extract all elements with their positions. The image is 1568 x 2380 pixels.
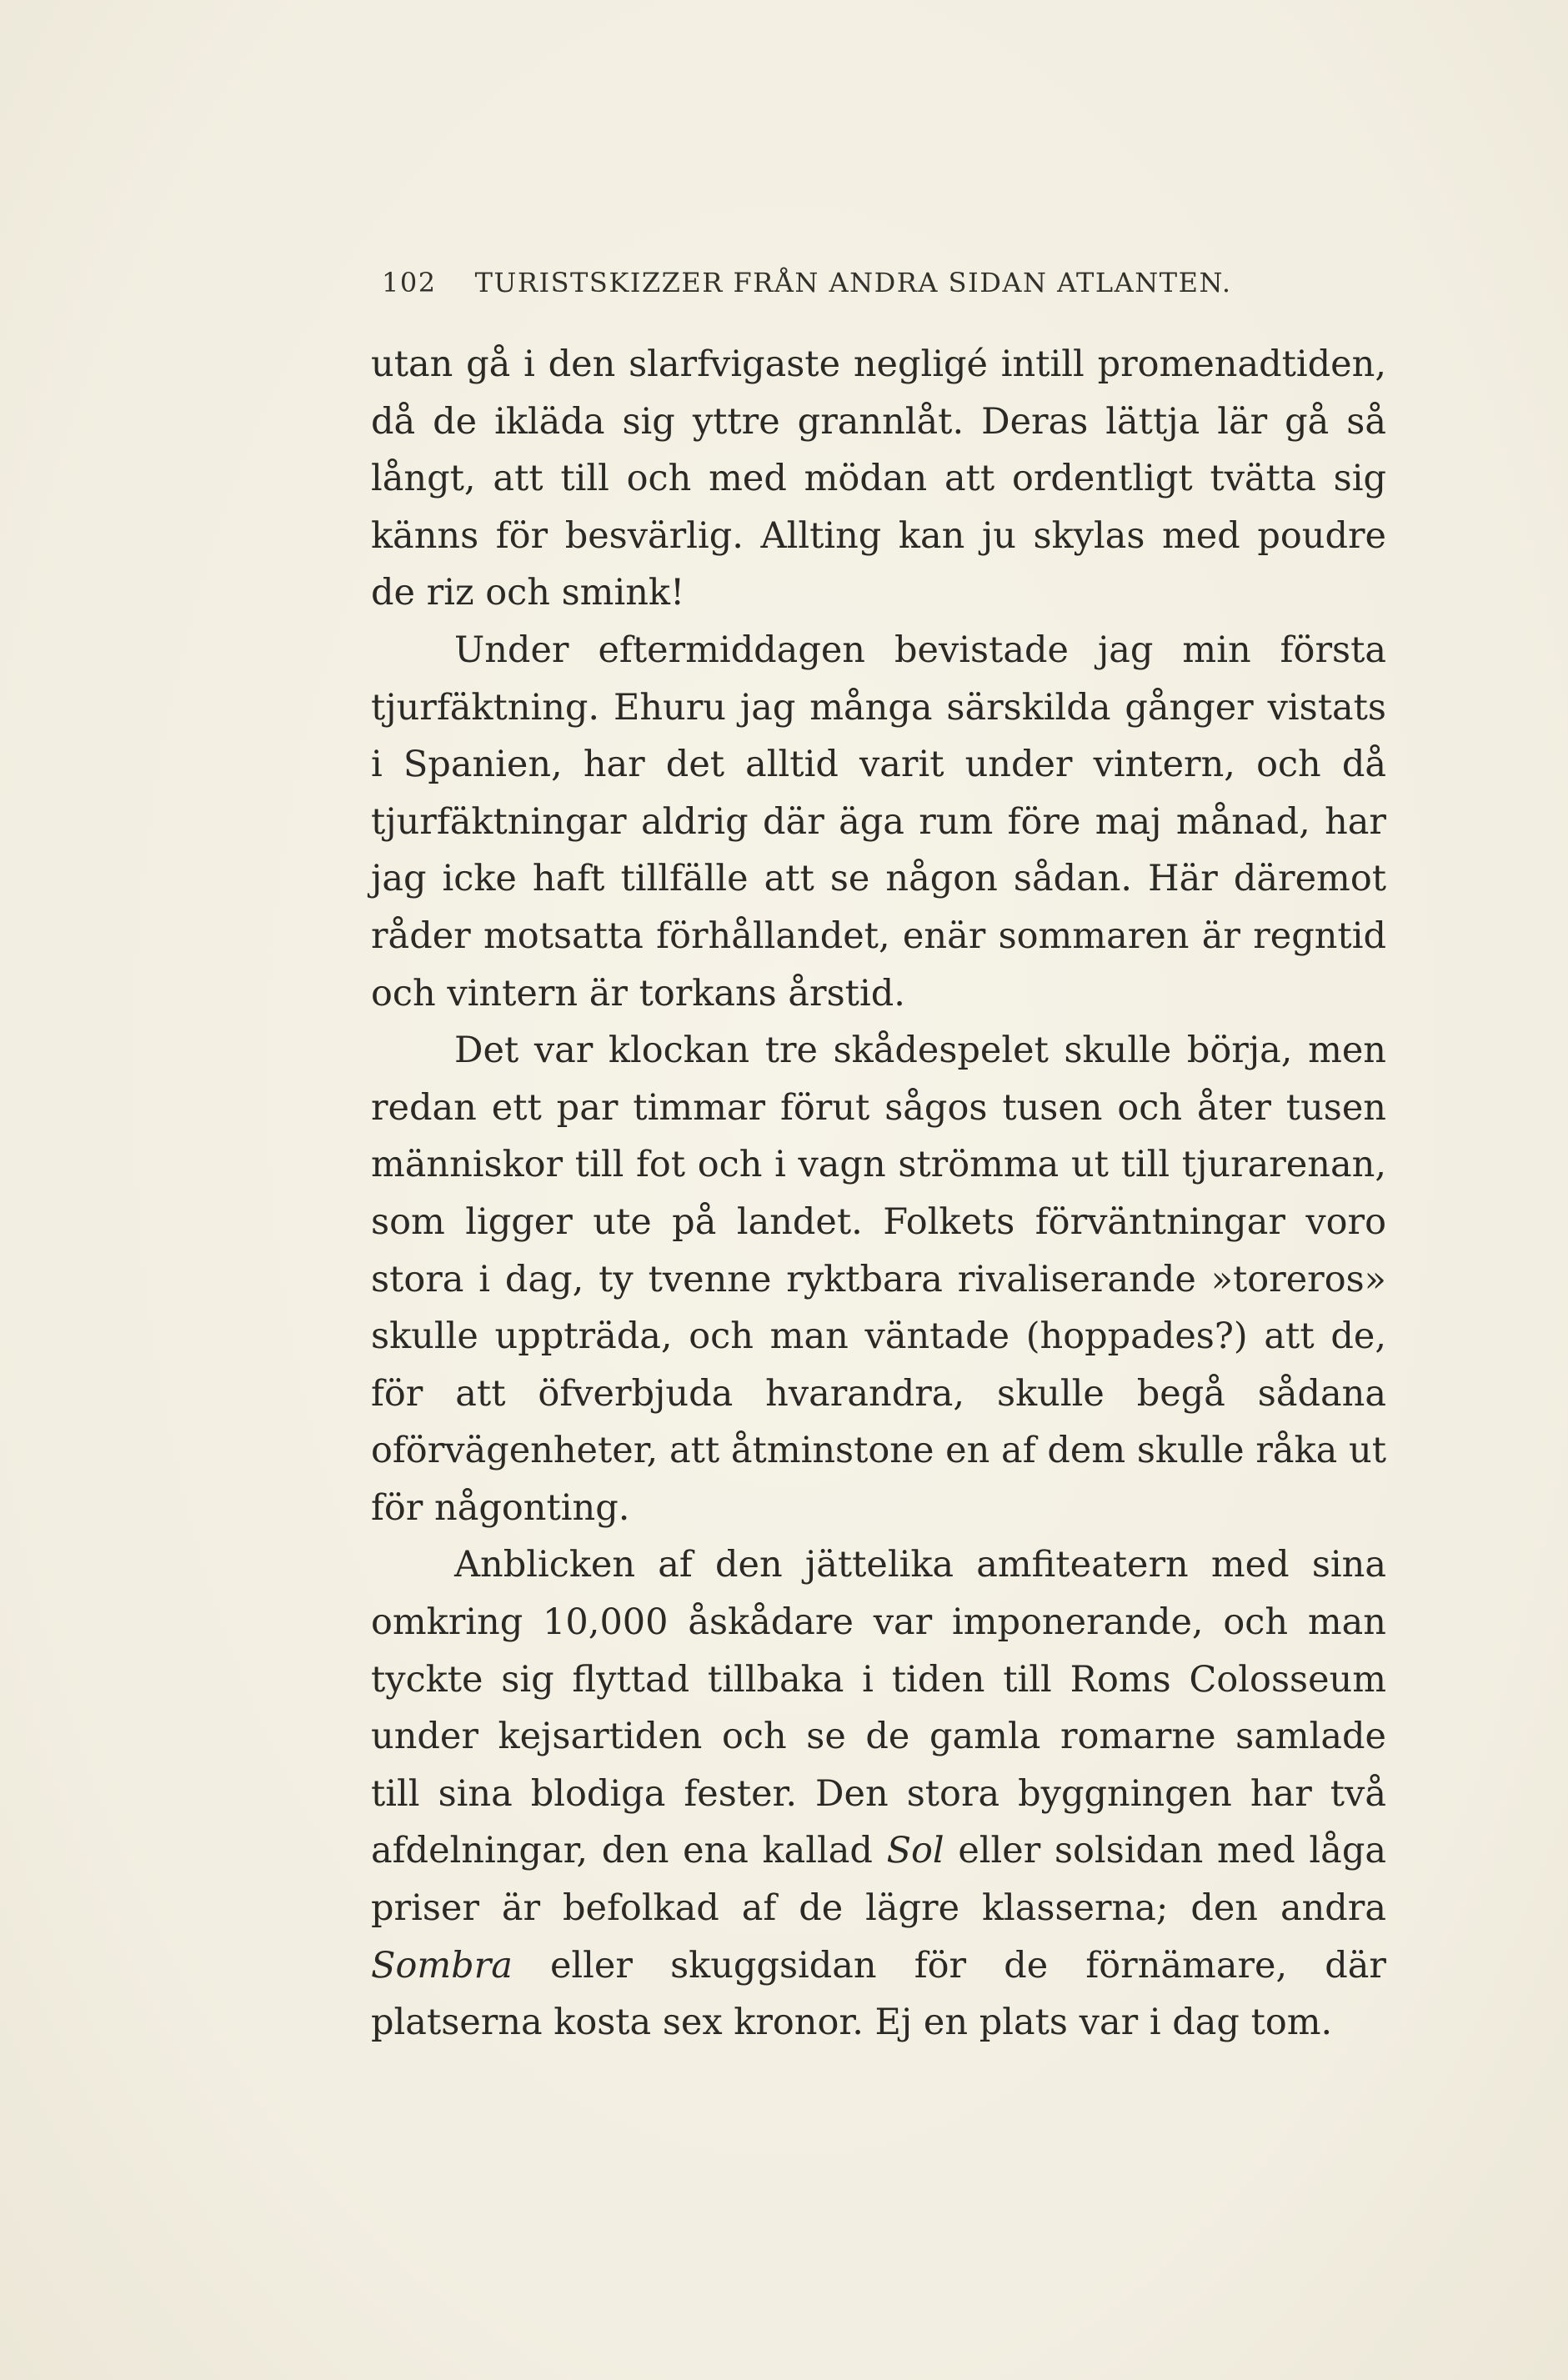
italic-sol: Sol bbox=[886, 1830, 944, 1872]
paragraph-4-part-2: eller solsidan med låga priser är befolkad af de lägre klasserna; den andra bbox=[371, 1830, 1386, 1930]
running-title: TURISTSKIZZER FRÅN ANDRA SIDAN ATLANTEN. bbox=[474, 267, 1232, 298]
italic-sombra: Sombra bbox=[371, 1944, 513, 1987]
page-number: 102 bbox=[382, 267, 437, 298]
paragraph-4-part-3: eller skuggsidan för de förnämare, där platserna kosta sex kronor. Ej en plats var i dag tom. bbox=[371, 1944, 1386, 2044]
paragraph-4-part-1: Anblicken af den jättelika amfiteatern med sina omkring 10,000 åskådare var imponerande, och man tyckte sig flyttad tillbaka i tiden till Roms Colosseum under kejsartiden och se de gamla romarne samlade till sina blodiga fester. Den stora byggningen har två afdelningar, den ena kallad bbox=[371, 1544, 1386, 1872]
paragraph-1: utan gå i den slarfvigaste negligé intill promenadtiden, då de ikläda sig yttre grannlåt. Deras lättja lär gå så långt, att till och med mödan att ordentligt tvätta sig känns för besvärlig. Allting kan ju skylas med poudre de riz och smink! bbox=[371, 343, 1386, 614]
running-header bbox=[382, 267, 1382, 298]
paragraph-4 bbox=[371, 1536, 1386, 2051]
paragraph-2: Under eftermiddagen bevistade jag min första tjurfäktning. Ehuru jag många särskilda gånger vistats i Spanien, har det alltid varit under vintern, och då tjurfäktningar aldrig där äga rum före maj månad, har jag icke haft tillfälle att se någon sådan. Här däremot råder motsatta förhållandet, enär sommaren är regntid och vintern är torkans årstid. bbox=[371, 629, 1386, 1015]
body-text bbox=[371, 336, 1386, 2052]
paragraph-3: Det var klockan tre skådespelet skulle börja, men redan ett par timmar förut sågos tusen och åter tusen människor till fot och i vagn strömma ut till tjurarenan, som ligger ute på landet. Folkets förväntningar voro stora i dag, ty tvenne ryktbara rivaliserande »toreros» skulle uppträda, och man väntade (hoppades?) att de, för att öfverbjuda hvarandra, skulle begå sådana oförvägenheter, att åtminstone en af dem skulle råka ut för någonting. bbox=[371, 1030, 1386, 1529]
